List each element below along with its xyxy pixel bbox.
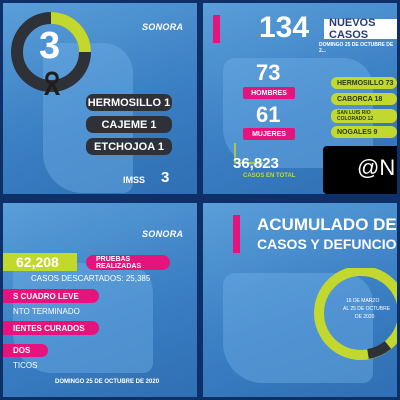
accent-bar bbox=[213, 15, 220, 43]
brand-logo: SONORA bbox=[142, 22, 184, 32]
panel-new-cases bbox=[203, 3, 397, 194]
period-line3: DE 2020 bbox=[355, 314, 375, 320]
total-cases-number: 36,823 bbox=[233, 155, 279, 172]
ended-cases-label: NTO TERMINADO bbox=[13, 307, 80, 316]
panel-cumulative bbox=[203, 203, 397, 397]
period-line2: AL 25 DE OCTUBRE bbox=[343, 306, 391, 312]
men-number: 73 bbox=[256, 60, 281, 85]
cumulative-title-line2: CASOS Y DEFUNCIO bbox=[257, 236, 397, 252]
mourning-ribbon-icon bbox=[41, 71, 63, 97]
panel-deaths bbox=[3, 3, 197, 194]
men-label: HOMBRES bbox=[243, 87, 295, 99]
brand-logo: SONORA bbox=[142, 229, 184, 239]
death-count: 3 bbox=[39, 25, 61, 67]
tests-label: PRUEBAS REALIZADAS bbox=[86, 255, 170, 270]
women-number: 61 bbox=[256, 102, 281, 127]
cumulative-donut bbox=[306, 268, 397, 378]
watermark-box bbox=[323, 146, 397, 194]
critical-label: TICOS bbox=[13, 361, 38, 370]
recovered-label: IENTES CURADOS bbox=[3, 321, 99, 335]
total-cases-label: CASOS EN TOTAL bbox=[243, 173, 296, 179]
municipality-caborca: CABORCA 18 bbox=[331, 93, 397, 105]
municipality-nogales: NOGALES 9 bbox=[331, 126, 397, 138]
new-cases-label: NUEVOS CASOS bbox=[324, 19, 397, 39]
municipality-slrc: SAN LUIS RIO COLORADO 12 bbox=[331, 109, 397, 123]
women-label: MUJERES bbox=[243, 128, 295, 140]
panel-tests bbox=[3, 203, 197, 397]
tests-number: 62,208 bbox=[16, 254, 59, 270]
period-line1: 16 DE MARZO bbox=[346, 298, 380, 304]
imss-count: 3 bbox=[161, 169, 170, 186]
cumulative-title-line1: ACUMULADO DE bbox=[257, 215, 397, 234]
watermark-text: @N bbox=[357, 155, 396, 180]
date-label: DOMINGO 25 DE OCTUBRE DE 2... bbox=[319, 42, 394, 54]
dead-label: DOS bbox=[3, 344, 48, 357]
city-hermosillo: HERMOSILLO 1 bbox=[86, 94, 172, 111]
imss-logo: IMSS bbox=[123, 175, 146, 185]
tests-number-box bbox=[3, 253, 77, 271]
city-cajeme: CAJEME 1 bbox=[86, 116, 172, 133]
municipality-hermosillo: HERMOSILLO 73 bbox=[331, 77, 397, 89]
mild-cases-label: S CUADRO LEVE bbox=[3, 289, 99, 303]
accent-bar bbox=[233, 215, 240, 253]
new-cases-number: 134 bbox=[259, 11, 310, 44]
city-etchojoa: ETCHOJOA 1 bbox=[86, 138, 172, 155]
discarded-cases: CASOS DESCARTADOS: 25,385 bbox=[31, 274, 151, 283]
date-label: DOMINGO 25 DE OCTUBRE DE 2020 bbox=[55, 379, 160, 385]
